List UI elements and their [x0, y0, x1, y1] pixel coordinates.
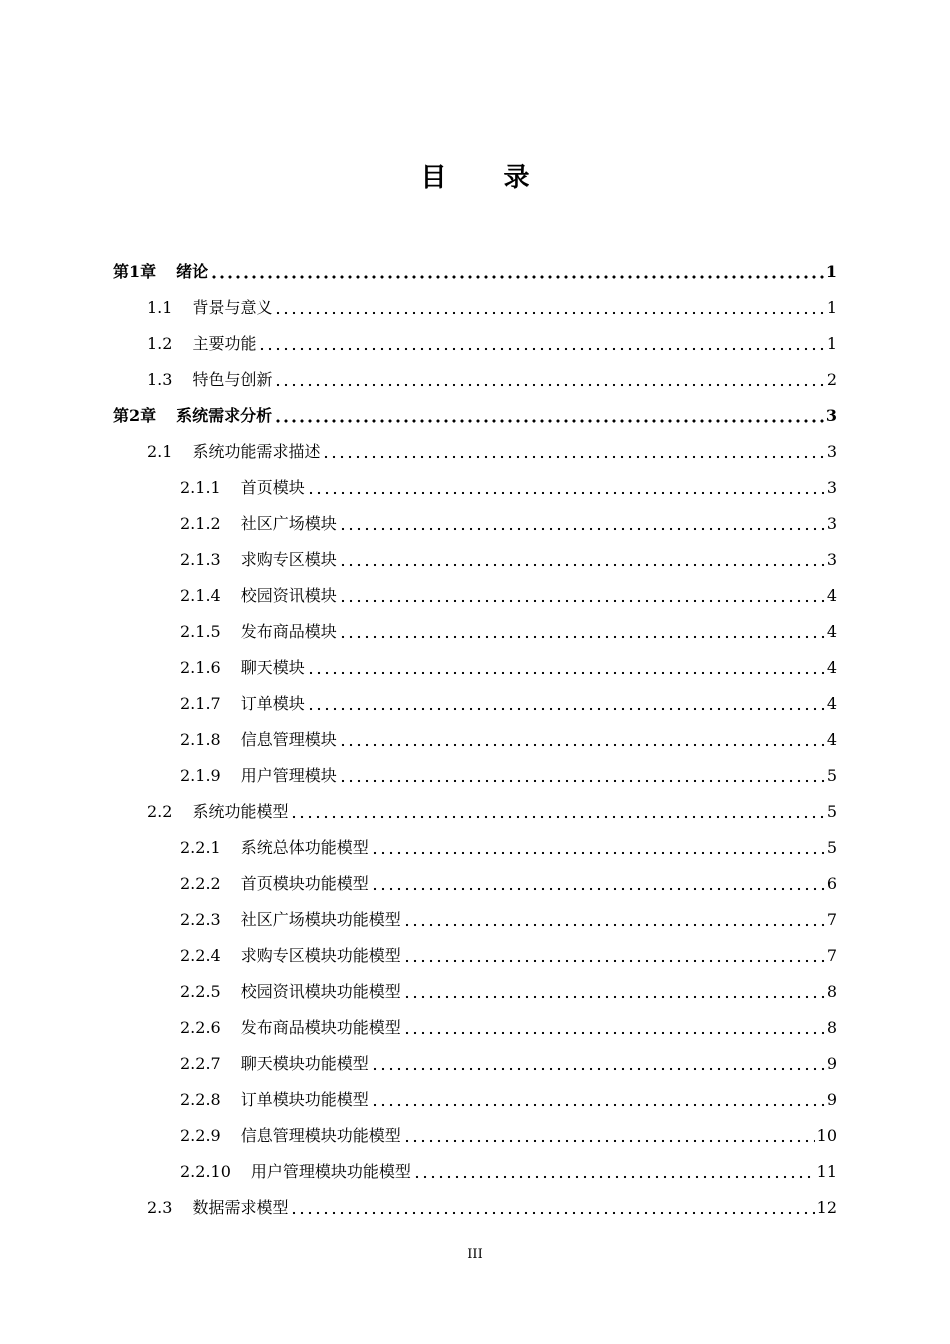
toc-entry-page: 3: [826, 514, 837, 533]
toc-dot-leader: [322, 445, 824, 459]
toc-entry-number: 2.2.9: [180, 1126, 221, 1145]
toc-entry-title: 校园资讯模块: [240, 586, 337, 605]
toc-entry[interactable]: [113, 318, 837, 354]
toc-entry[interactable]: [113, 1110, 837, 1146]
toc-entry-page: 3: [826, 550, 837, 569]
toc-entry-title: 主要功能: [192, 334, 257, 353]
toc-entry-number: 2.2: [147, 802, 173, 821]
toc-entry-number: 2.1.5: [180, 622, 221, 641]
toc-dot-leader: [403, 949, 825, 963]
page-title: 目 录: [420, 163, 554, 193]
toc-entry-number: 1.2: [147, 334, 173, 353]
toc-entry-page: 5: [826, 766, 837, 785]
toc-dot-leader: [274, 409, 824, 423]
toc-dot-leader: [371, 1057, 825, 1071]
toc-entry-number: 1.1: [147, 298, 173, 317]
toc-entry-page: 2: [826, 370, 837, 389]
toc-entry-title: 系统功能需求描述: [192, 442, 321, 461]
toc-entry-title: 用户管理模块功能模型: [250, 1162, 411, 1181]
toc-entry-page: 7: [826, 910, 837, 929]
toc-entry-number: 2.1.4: [180, 586, 221, 605]
toc-entry-page: 1: [826, 298, 837, 317]
toc-entry-number: 2.3: [147, 1198, 173, 1217]
toc-entry-number: 第1章: [113, 262, 157, 281]
toc-dot-leader: [339, 769, 825, 783]
toc-entry[interactable]: [113, 750, 837, 786]
toc-entry-number: 2.2.10: [180, 1162, 231, 1181]
toc-entry[interactable]: [113, 930, 837, 966]
toc-entry-title: 社区广场模块: [240, 514, 337, 533]
toc-dot-leader: [290, 805, 824, 819]
toc-entry-page: 3: [826, 442, 837, 461]
toc-entry-title: 社区广场模块功能模型: [240, 910, 401, 929]
toc-entry-page: 9: [826, 1054, 837, 1073]
toc-entry[interactable]: [113, 1074, 837, 1110]
toc-entry[interactable]: [113, 1146, 837, 1182]
toc-dot-leader: [339, 625, 825, 639]
toc-dot-leader: [339, 733, 825, 747]
toc-entry-title: 信息管理模块功能模型: [240, 1126, 401, 1145]
toc-entry[interactable]: [113, 570, 837, 606]
toc-entry[interactable]: [113, 822, 837, 858]
toc-entry-number: 2.1: [147, 442, 173, 461]
toc-entry-number: 2.2.7: [180, 1054, 221, 1073]
toc-entry-title: 首页模块: [240, 478, 305, 497]
toc-dot-leader: [371, 877, 825, 891]
toc-dot-leader: [403, 1021, 825, 1035]
toc-entry-page: 11: [816, 1162, 837, 1181]
toc-entry-number: 2.2.5: [180, 982, 221, 1001]
toc-entry-title: 聊天模块功能模型: [240, 1054, 369, 1073]
toc-entry-title: 首页模块功能模型: [240, 874, 369, 893]
toc-entry[interactable]: [113, 966, 837, 1002]
toc-entry-page: 1: [825, 262, 837, 281]
toc-dot-leader: [339, 589, 825, 603]
toc-entry-number: 2.1.1: [180, 478, 221, 497]
toc-dot-leader: [403, 1129, 815, 1143]
toc-dot-leader: [339, 517, 825, 531]
toc-entry-title: 求购专区模块功能模型: [240, 946, 401, 965]
toc-dot-leader: [339, 553, 825, 567]
toc-entry-title: 订单模块功能模型: [240, 1090, 369, 1109]
toc-entry[interactable]: [113, 1038, 837, 1074]
toc-entry-number: 2.2.6: [180, 1018, 221, 1037]
toc-entry-title: 绪论: [176, 262, 209, 281]
toc-entry-title: 订单模块: [240, 694, 305, 713]
toc-entry-title: 发布商品模块功能模型: [240, 1018, 401, 1037]
toc-dot-leader: [210, 265, 824, 279]
toc-entry[interactable]: [113, 858, 837, 894]
toc-entry[interactable]: [113, 498, 837, 534]
toc-entry-page: 4: [826, 730, 837, 749]
toc-entry[interactable]: [113, 606, 837, 642]
toc-dot-leader: [274, 301, 824, 315]
toc-entry-page: 8: [826, 982, 837, 1001]
toc-entry[interactable]: [113, 714, 837, 750]
toc-entry-number: 1.3: [147, 370, 173, 389]
toc-entry-title: 特色与创新: [192, 370, 273, 389]
toc-dot-leader: [290, 1201, 814, 1215]
toc-entry-title: 聊天模块: [240, 658, 305, 677]
toc-entry-page: 12: [816, 1198, 837, 1217]
toc-entry-title: 发布商品模块: [240, 622, 337, 641]
toc-entry[interactable]: [113, 678, 837, 714]
toc-entry-number: 2.2.8: [180, 1090, 221, 1109]
toc-entry-number: 2.1.8: [180, 730, 221, 749]
toc-entry-title: 校园资讯模块功能模型: [240, 982, 401, 1001]
toc-dot-leader: [413, 1165, 815, 1179]
toc-entry-number: 2.1.2: [180, 514, 221, 533]
toc-entry-number: 2.2.1: [180, 838, 221, 857]
toc-entry-page: 7: [826, 946, 837, 965]
toc-entry-page: 10: [816, 1126, 837, 1145]
toc-entry-number: 2.2.3: [180, 910, 221, 929]
toc-entry-page: 3: [825, 406, 837, 425]
toc-entry-number: 2.2.4: [180, 946, 221, 965]
toc-entry[interactable]: [113, 534, 837, 570]
table-of-contents: [113, 246, 837, 1218]
toc-entry-title: 系统总体功能模型: [240, 838, 369, 857]
toc-entry-title: 数据需求模型: [192, 1198, 289, 1217]
toc-chapter-entry[interactable]: [113, 390, 837, 426]
toc-entry-number: 2.2.2: [180, 874, 221, 893]
toc-entry-title: 用户管理模块: [240, 766, 337, 785]
toc-dot-leader: [274, 373, 824, 387]
toc-entry[interactable]: [113, 1002, 837, 1038]
toc-entry[interactable]: [113, 462, 837, 498]
toc-dot-leader: [307, 661, 825, 675]
toc-dot-leader: [371, 841, 825, 855]
toc-entry-page: 5: [826, 838, 837, 857]
toc-entry-page: 4: [826, 694, 837, 713]
page-number: III: [467, 1247, 483, 1262]
toc-entry-number: 2.1.3: [180, 550, 221, 569]
toc-dot-leader: [403, 913, 825, 927]
toc-dot-leader: [307, 481, 825, 495]
toc-dot-leader: [258, 337, 824, 351]
toc-entry-page: 9: [826, 1090, 837, 1109]
toc-entry-page: 1: [826, 334, 837, 353]
toc-entry[interactable]: [113, 642, 837, 678]
toc-entry-number: 2.1.7: [180, 694, 221, 713]
toc-entry[interactable]: [113, 786, 837, 822]
toc-entry[interactable]: [113, 282, 837, 318]
toc-entry-page: 5: [826, 802, 837, 821]
toc-dot-leader: [403, 985, 825, 999]
toc-entry-page: 4: [826, 622, 837, 641]
toc-entry-number: 2.1.9: [180, 766, 221, 785]
toc-entry-page: 6: [826, 874, 837, 893]
toc-entry-page: 4: [826, 586, 837, 605]
toc-entry-number: 第2章: [113, 406, 157, 425]
toc-chapter-entry[interactable]: [113, 246, 837, 282]
toc-entry[interactable]: [113, 1182, 837, 1218]
toc-entry[interactable]: [113, 354, 837, 390]
toc-dot-leader: [371, 1093, 825, 1107]
toc-entry-title: 信息管理模块: [240, 730, 337, 749]
toc-entry-page: 3: [826, 478, 837, 497]
toc-entry-page: 4: [826, 658, 837, 677]
toc-entry-page: 8: [826, 1018, 837, 1037]
toc-entry-title: 背景与意义: [192, 298, 273, 317]
toc-entry-title: 求购专区模块: [240, 550, 337, 569]
toc-entry-number: 2.1.6: [180, 658, 221, 677]
toc-entry-title: 系统功能模型: [192, 802, 289, 821]
toc-entry[interactable]: [113, 894, 837, 930]
toc-dot-leader: [307, 697, 825, 711]
toc-entry[interactable]: [113, 426, 837, 462]
toc-entry-title: 系统需求分析: [176, 406, 273, 425]
